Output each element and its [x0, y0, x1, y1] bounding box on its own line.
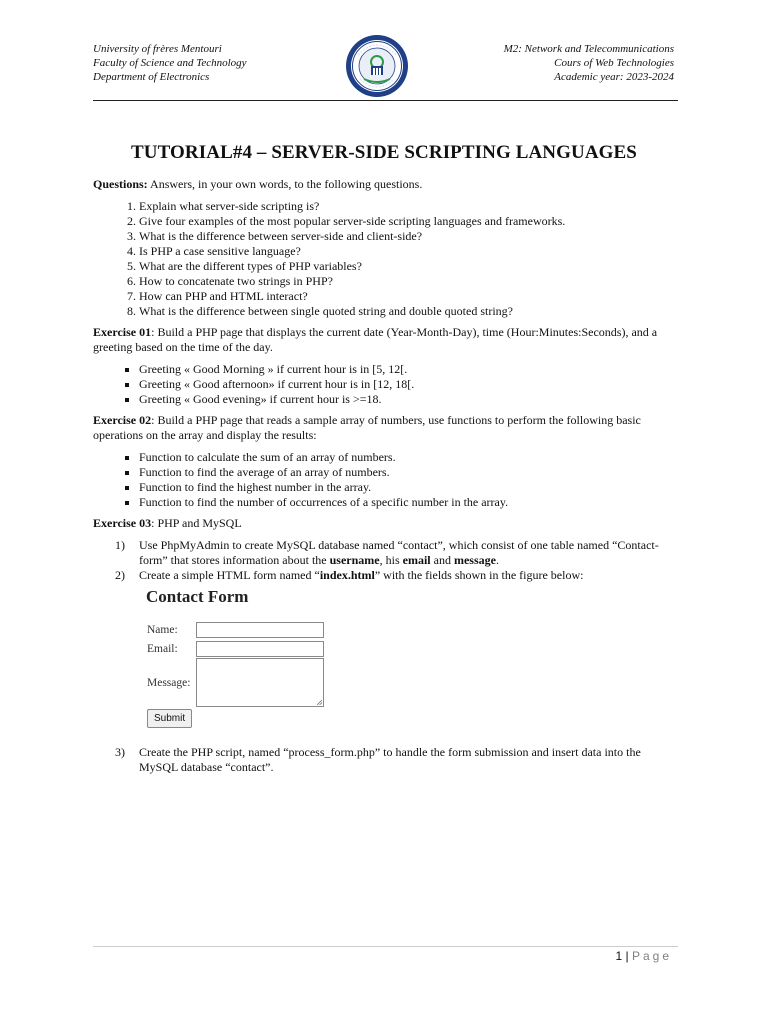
list-item: ▪ Greeting « Good evening» if current hour is >=18.	[139, 392, 663, 407]
course-name: Cours of Web Technologies	[554, 57, 674, 69]
name-field[interactable]	[196, 622, 324, 638]
message-field[interactable]	[196, 658, 324, 707]
questions-intro-text: Answers, in your own words, to the following questions.	[147, 177, 423, 191]
name-label: Name:	[147, 624, 178, 636]
page-separator: |	[622, 949, 632, 963]
submit-button[interactable]: Submit	[147, 709, 192, 728]
faculty-name: Faculty of Science and Technology	[93, 57, 247, 69]
exercise-01-label: Exercise 01	[93, 325, 152, 339]
list-item: 1. Explain what server-side scripting is?	[139, 199, 663, 214]
list-item: 3. What is the difference between server-side and client-side?	[139, 229, 663, 244]
page-footer	[615, 949, 672, 963]
program-name: M2: Network and Telecommunications	[503, 43, 674, 55]
exercise-02-text: : Build a PHP page that reads a sample array of numbers, use functions to perform the following basic operations on the array and display the results:	[93, 413, 641, 442]
page-number: 1	[615, 949, 623, 963]
resize-handle-icon[interactable]	[316, 699, 322, 705]
header-right	[504, 42, 674, 84]
exercise-03-steps-continued	[93, 745, 663, 775]
email-field[interactable]	[196, 641, 324, 657]
step-text: Create the PHP script, named “process_form.php” to handle the form submission and insert data into the MySQL database “contact”.	[139, 745, 641, 774]
step-bold: email	[402, 553, 431, 567]
list-item: ▪ Greeting « Good Morning » if current hour is in [5, 12[.	[139, 362, 663, 377]
questions-label: Questions:	[93, 177, 148, 191]
header-left	[93, 42, 247, 84]
contact-form-figure	[146, 589, 663, 729]
header-divider	[93, 100, 678, 101]
list-item	[93, 568, 663, 583]
questions-intro	[93, 177, 663, 192]
page-title: TUTORIAL#4 – SERVER-SIDE SCRIPTING LANGUAGES	[131, 142, 637, 163]
list-item: 2. Give four examples of the most popular server-side scripting languages and frameworks.	[139, 214, 663, 229]
academic-year: Academic year: 2023-2024	[554, 71, 674, 83]
list-item	[93, 745, 663, 775]
step-bold: index.html	[319, 568, 375, 582]
list-item: ▪ Greeting « Good afternoon» if current hour is in [12, 18[.	[139, 377, 663, 392]
list-item: 4. Is PHP a case sensitive language?	[139, 244, 663, 259]
step-number: 3)	[115, 745, 125, 759]
questions-list	[93, 199, 663, 319]
exercise-02-label: Exercise 02	[93, 413, 152, 427]
exercise-01	[93, 325, 663, 355]
list-item: 6. How to concatenate two strings in PHP?	[139, 274, 663, 289]
document-body	[93, 177, 663, 775]
step-text: ” with the fields shown in the figure below:	[374, 568, 584, 582]
step-bold: message	[453, 553, 496, 567]
step-text: Create a simple HTML form named “	[139, 568, 320, 582]
list-item: ▪ Function to find the average of an array of numbers.	[139, 465, 663, 480]
list-item: ▪ Function to find the highest number in the array.	[139, 480, 663, 495]
exercise-02-list	[93, 450, 663, 510]
university-name: University of frères Mentouri	[93, 43, 222, 55]
step-number: 2)	[115, 568, 125, 582]
list-item: ▪ Function to calculate the sum of an array of numbers.	[139, 450, 663, 465]
list-item: 5. What are the different types of PHP variables?	[139, 259, 663, 274]
page-word: Page	[631, 949, 672, 963]
list-item: 7. How can PHP and HTML interact?	[139, 289, 663, 304]
step-text: , his	[379, 553, 403, 567]
exercise-03-steps	[93, 538, 663, 583]
list-item: 8. What is the difference between single quoted string and double quoted string?	[139, 304, 663, 319]
footer-divider	[93, 946, 678, 947]
step-number: 1)	[115, 538, 125, 552]
step-text: Use PhpMyAdmin to create MySQL database named “contact”, which consist of one table named “Contact-form” that stores information about the	[139, 538, 659, 567]
contact-form-title: Contact Form	[146, 587, 249, 606]
step-text: .	[495, 553, 499, 567]
exercise-03	[93, 516, 663, 531]
exercise-01-text: : Build a PHP page that displays the current date (Year-Month-Day), time (Hour:Minutes:Seconds), and a greeting based on the time of the day.	[93, 325, 658, 354]
step-text: and	[430, 553, 454, 567]
university-seal-icon	[344, 33, 410, 99]
message-label: Message:	[147, 677, 191, 689]
step-bold: username	[329, 553, 380, 567]
exercise-03-text: : PHP and MySQL	[151, 516, 242, 530]
email-label: Email:	[147, 643, 178, 655]
list-item	[93, 538, 663, 568]
list-item: ▪ Function to find the number of occurrences of a specific number in the array.	[139, 495, 663, 510]
exercise-03-label: Exercise 03	[93, 516, 152, 530]
department-name: Department of Electronics	[93, 71, 210, 83]
exercise-01-list	[93, 362, 663, 407]
exercise-02	[93, 413, 663, 443]
